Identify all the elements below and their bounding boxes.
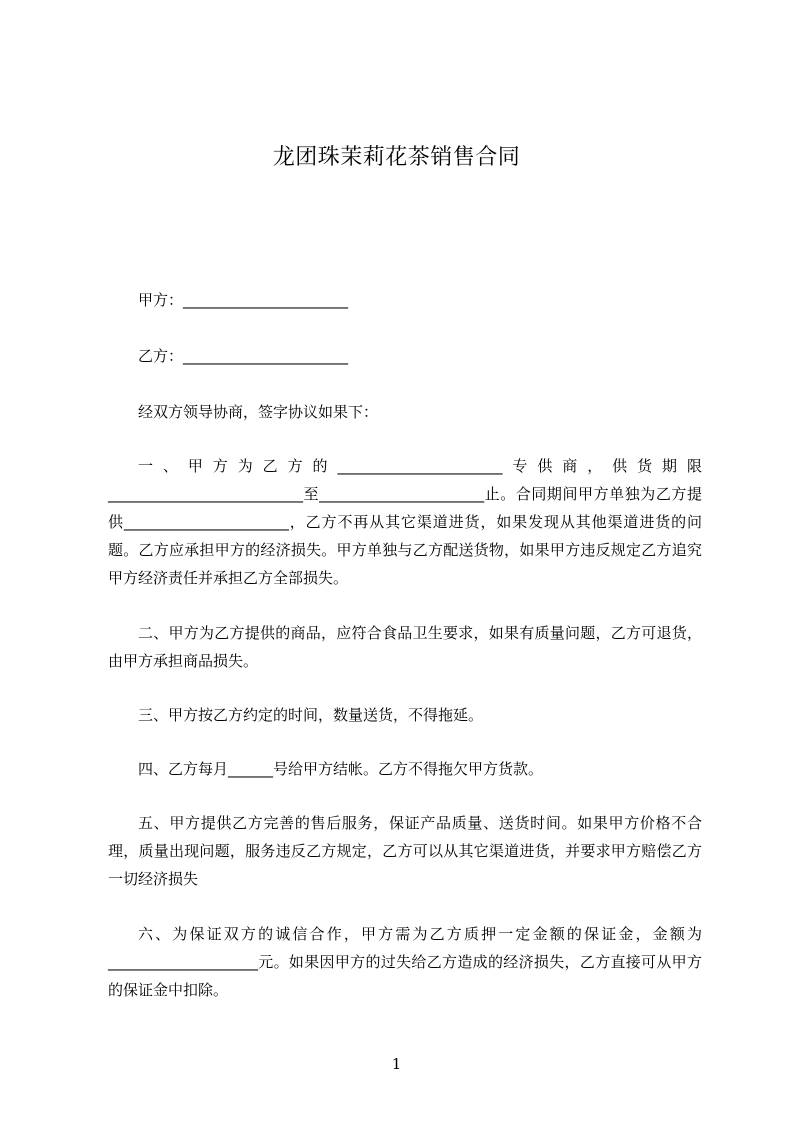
page-number: 1	[391, 1055, 402, 1073]
clause-4: 四、乙方每月______号给甲方结帐。乙方不得拖欠甲方货款。	[138, 760, 544, 778]
contract-title: 龙团珠茉莉花茶销售合同	[272, 145, 521, 170]
intro-line: 经双方领导协商，签字协议如果下：	[138, 403, 379, 421]
clause-6: 六、为保证双方的诚信合作，甲方需为乙方质押一定金额的保证金，金额为____________________元。如果因甲方的过失给乙方造成的经济损失，乙方直接可从甲方的保证金中扣除。	[108, 925, 702, 999]
party-a-line: 甲方：______________________	[138, 291, 349, 309]
contract-body	[108, 286, 702, 1004]
clause-3: 三、甲方按乙方约定的时间，数量送货，不得拖延。	[138, 706, 484, 724]
clause-5: 五、甲方提供乙方完善的售后服务，保证产品质量、送货时间。如果甲方价格不合理，质量出现问题，服务违反乙方规定，乙方可以从其它渠道进货，并要求甲方赔偿乙方一切经济损失	[108, 814, 702, 888]
clause-2: 二、甲方为乙方提供的商品，应符合食品卫生要求，如果有质量问题，乙方可退货，由甲方承担商品损失。	[108, 624, 702, 670]
party-b-line: 乙方：______________________	[138, 347, 349, 365]
clause-1: 一、甲方为乙方的______________________专供商，供货期限__________________________至______________________止。合同期间甲方单独为乙方提供______________________，乙方不再从其它渠道进货，如果发现从其他渠道进货的问题。乙方应承担甲方的经济损失。甲方单独与乙方配送货物，如果甲方违反规定乙方追究甲方经济责任并承担乙方全部损失。	[108, 457, 702, 587]
